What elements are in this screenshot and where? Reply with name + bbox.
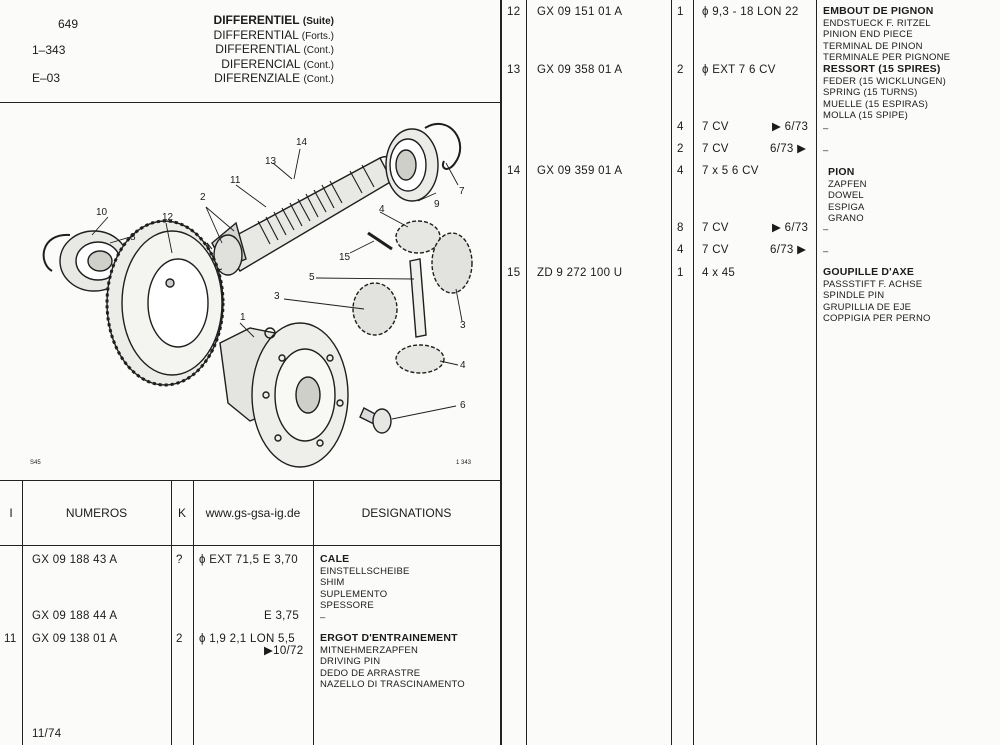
ring-gear (107, 221, 223, 385)
callout-1: 1 (240, 312, 246, 323)
variant-code: E–03 (32, 71, 61, 85)
callout-13: 13 (265, 156, 277, 167)
designation: – (823, 246, 829, 257)
callout-4b: 4 (460, 360, 466, 371)
bolt-6 (360, 408, 391, 433)
callout-9: 9 (434, 199, 440, 210)
diagram-bottom-line (0, 480, 500, 481)
spec: ϕ 1,9 2,1 LON 5,5 (199, 633, 295, 645)
part-number: GX 09 151 01 A (537, 6, 623, 18)
quantity: 2 (677, 64, 684, 76)
callout-12: 12 (162, 212, 174, 223)
part-number: GX 09 188 43 A (32, 554, 118, 566)
designation: – (823, 123, 829, 134)
spec-date: 6/73 ▶ (770, 143, 807, 155)
part-number: GX 09 359 01 A (537, 165, 623, 177)
differential-housing (220, 323, 348, 467)
spec: 7 CV (702, 222, 729, 234)
planet-gear-lower (396, 345, 444, 373)
item-index: 13 (507, 64, 521, 76)
spec: 4 x 45 (702, 267, 736, 279)
title-en: DIFFERENTIAL (Cont.) (215, 42, 334, 56)
callout-10: 10 (96, 207, 108, 218)
callout-4a: 4 (379, 204, 385, 215)
section-code: 1–343 (32, 43, 66, 57)
col-header-index: I (9, 506, 13, 520)
spec: 7 CV (702, 121, 729, 133)
page-number: 649 (58, 17, 79, 31)
quantity: 1 (677, 6, 684, 18)
quantity: 8 (677, 222, 684, 234)
part-number: GX 09 138 01 A (32, 633, 118, 645)
item-index: 12 (507, 6, 521, 18)
part-number: ZD 9 272 100 U (537, 267, 623, 279)
footer-date: 11/74 (32, 728, 62, 740)
item-index: 11 (4, 633, 17, 645)
spec: 7 x 5 6 CV (702, 165, 759, 177)
part-number: GX 09 188 44 A (32, 610, 118, 622)
col-header-website: www.gs-gsa-ig.de (205, 506, 301, 520)
designation: – (823, 224, 829, 235)
title-es: DIFERENCIAL (Cont.) (221, 57, 334, 71)
callout-11: 11 (230, 175, 241, 186)
quantity: 2 (677, 143, 684, 155)
spec: E 3,75 (264, 610, 300, 622)
spec: ϕ EXT 71,5 E 3,70 (199, 554, 298, 566)
quantity: 1 (677, 267, 684, 279)
right-col-line-3 (693, 0, 694, 745)
designation: RESSORT (15 SPIRES) FEDER (15 WICKLUNGEN) SPRING (15 TURNS) MUELLE (15 ESPIRAS) MOLLA (15 SPIPE) (823, 63, 946, 121)
quantity: 4 (677, 244, 684, 256)
side-gear-left (353, 283, 397, 335)
center-divider (500, 0, 502, 745)
spec: 7 CV (702, 244, 729, 256)
callout-2: 2 (200, 192, 206, 203)
title-de: DIFFERENTIAL (Forts.) (213, 28, 334, 42)
spec: ϕ EXT 7 6 CV (702, 64, 776, 76)
left-col-line-3 (193, 480, 194, 745)
designation: GOUPILLE D'AXE PASSSTIFT F. ACHSE SPINDLE PIN GRUPILLIA DE EJE COPPIGIA PER PERNO (823, 266, 931, 324)
quantity: 4 (677, 165, 684, 177)
callout-3b: 3 (460, 320, 466, 331)
spec-date: ▶ 6/73 (772, 222, 809, 234)
planet-gear-upper (396, 221, 440, 253)
table-header-bottom-line (0, 545, 500, 546)
item-index: 15 (507, 267, 521, 279)
left-col-line-2 (171, 480, 172, 745)
diagram-corner-label-right: 1 343 (456, 460, 472, 466)
quantity: ? (176, 554, 183, 566)
callout-5: 5 (309, 272, 315, 283)
right-col-line-2 (671, 0, 672, 745)
callout-7: 7 (459, 186, 465, 197)
differential-exploded-diagram (0, 103, 500, 479)
spindle-5 (410, 259, 426, 337)
callout-6: 6 (460, 400, 466, 411)
quantity: 2 (176, 633, 183, 645)
designation: PION ZAPFEN DOWEL ESPIGA GRANO (828, 166, 867, 224)
title-fr: DIFFERENTIEL (Suite) (213, 13, 334, 27)
designation: ERGOT D'ENTRAINEMENT MITNEHMERZAPFEN DRIVING PIN DEDO DE ARRASTRE NAZELLO DI TRASCINAMENTO (320, 632, 465, 690)
callout-8: 8 (130, 232, 136, 243)
callout-3a: 3 (274, 291, 280, 302)
right-col-line-4 (816, 0, 817, 745)
diagram-corner-label-left: S45 (30, 460, 41, 466)
designation: – (823, 145, 829, 156)
bearing-9 (386, 129, 438, 201)
col-header-numeros: NUMEROS (65, 506, 128, 520)
designation: EMBOUT DE PIGNON ENDSTUECK F. RITZEL PINION END PIECE TERMINAL DE PINON TERMINALE PER PIGNONE (823, 5, 951, 63)
side-gear-right (432, 233, 472, 293)
title-it: DIFERENZIALE (Cont.) (214, 71, 334, 85)
right-col-line-1 (526, 0, 527, 745)
spec-date: ▶10/72 (264, 645, 304, 657)
quantity: 4 (677, 121, 684, 133)
callout-15: 15 (339, 252, 351, 263)
pin-15 (368, 233, 392, 249)
item-index: 14 (507, 165, 521, 177)
col-header-k: K (177, 506, 186, 520)
spec-date: ▶ 6/73 (772, 121, 809, 133)
spec: ϕ 9,3 - 18 LON 22 (702, 6, 799, 18)
col-header-designations: DESIGNATIONS (361, 506, 452, 520)
left-col-line-4 (313, 480, 314, 745)
designation: – (320, 612, 326, 623)
spec: 7 CV (702, 143, 729, 155)
part-number: GX 09 358 01 A (537, 64, 623, 76)
left-col-line-1 (22, 480, 23, 745)
designation: CALE EINSTELLSCHEIBE SHIM SUPLEMENTO SPESSORE (320, 553, 410, 611)
callout-14: 14 (296, 137, 308, 148)
spec-date: 6/73 ▶ (770, 244, 807, 256)
